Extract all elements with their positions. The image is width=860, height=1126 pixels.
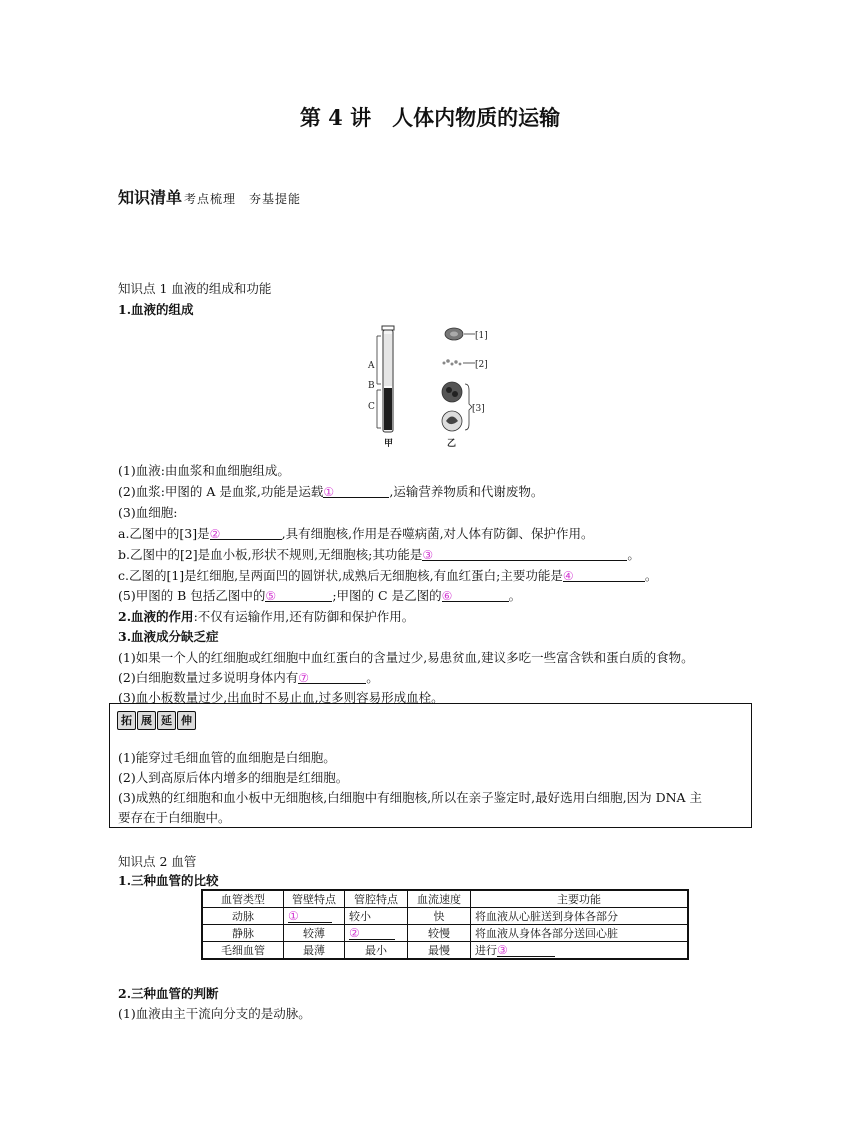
kp1-sub3: 3.血液成分缺乏症	[118, 629, 219, 644]
blank-7[interactable]: ⑦	[298, 670, 366, 684]
section-head-main: 知识清单	[118, 188, 183, 207]
platelet-icon	[443, 359, 462, 365]
cell-label-3: [3]	[472, 404, 485, 414]
extension-box	[109, 703, 752, 828]
kp1-def2: (2)白细胞数量过多说明身体内有⑦ 。	[118, 670, 379, 685]
table-blank-1[interactable]: ①	[288, 909, 332, 923]
section-head-sub: 考点梳理 夯基提能	[184, 192, 302, 206]
kp1-line-a: a.乙图中的[3]是② ,具有细胞核,作用是吞噬病菌,对人体有防御、保护作用。	[118, 526, 594, 541]
blood-composition-figure	[360, 320, 500, 450]
table-row: 动脉 ① 较小 快 将血液从心脏送到身体各部分	[202, 908, 688, 925]
tube-label-a: A	[368, 361, 375, 371]
blank-1[interactable]: ①	[323, 484, 389, 498]
ext-line3b: 要存在于白细胞中。	[118, 810, 231, 825]
kp1-sub1: 1.血液的组成	[118, 302, 194, 317]
table-blank-3[interactable]: ③	[497, 943, 555, 957]
extension-badge: 拓 展 延 伸	[117, 711, 196, 730]
blank-2[interactable]: ②	[210, 526, 282, 540]
kp1-sub2: 2.血液的作用:不仅有运输作用,还有防御和保护作用。	[118, 609, 415, 624]
kp2-sub1: 1.三种血管的比较	[118, 873, 219, 888]
section-heading	[118, 185, 301, 208]
page-title: 第 4 讲 人体内物质的运输	[299, 105, 561, 130]
tube-caption: 甲	[384, 439, 394, 449]
cell-label-2: [2]	[475, 360, 488, 370]
blank-6[interactable]: ⑥	[442, 588, 509, 602]
kp1-def3: (3)血小板数量过少,出血时不易止血,过多则容易形成血栓。	[118, 690, 444, 705]
table-header-row: 血管类型 管壁特点 管腔特点 血流速度 主要功能	[202, 890, 688, 908]
test-tube-figure	[367, 326, 394, 449]
white-blood-cell-icon-1	[442, 382, 462, 402]
kp2-sub2: 2.三种血管的判断	[118, 986, 219, 1001]
kp1-line3: (3)血细胞:	[118, 505, 178, 520]
table-row: 静脉 较薄 ② 较慢 将血液从身体各部分送回心脏	[202, 925, 688, 942]
tube-label-c: C	[368, 402, 375, 412]
ext-line1: (1)能穿过毛细血管的血细胞是白细胞。	[118, 750, 336, 765]
kp1-line5: (5)甲图的 B 包括乙图中的⑤ ;甲图的 C 是乙图的⑥ 。	[118, 588, 522, 603]
table-blank-2[interactable]: ②	[349, 926, 395, 940]
kp1-line2: (2)血浆:甲图的 A 是血浆,功能是运载① ,运输营养物质和代谢废物。	[118, 484, 544, 499]
kp2-title: 知识点 2 血管	[118, 854, 197, 869]
cell-caption: 乙	[447, 439, 457, 449]
table-row: 毛细血管 最薄 最小 最慢 进行③	[202, 942, 688, 960]
cells-figure	[442, 328, 488, 449]
blank-5[interactable]: ⑤	[265, 588, 332, 602]
kp1-def1: (1)如果一个人的红细胞或红细胞中血红蛋白的含量过少,易患贫血,建议多吃一些富含铁和蛋白质的食物。	[118, 650, 694, 665]
blank-3[interactable]: ③	[422, 547, 627, 561]
blank-4[interactable]: ④	[563, 568, 645, 582]
kp1-line1: (1)血液:由血浆和血细胞组成。	[118, 463, 290, 478]
kp2-judge1: (1)血液由主干流向分支的是动脉。	[118, 1006, 311, 1021]
vessel-comparison-table	[201, 889, 689, 960]
cell-label-1: [1]	[475, 331, 488, 341]
kp1-title: 知识点 1 血液的组成和功能	[118, 281, 272, 296]
kp1-line-b: b.乙图中的[2]是血小板,形状不规则,无细胞核;其功能是③ 。	[118, 547, 640, 562]
ext-line3a: (3)成熟的红细胞和血小板中无细胞核,白细胞中有细胞核,所以在亲子鉴定时,最好选用白细胞,因为 DNA 主	[118, 790, 703, 805]
ext-line2: (2)人到高原后体内增多的细胞是红细胞。	[118, 770, 349, 785]
tube-label-b: B	[368, 381, 375, 391]
kp1-line-c: c.乙图的[1]是红细胞,呈两面凹的圆饼状,成熟后无细胞核,有血红蛋白;主要功能是④ 。	[118, 568, 658, 583]
